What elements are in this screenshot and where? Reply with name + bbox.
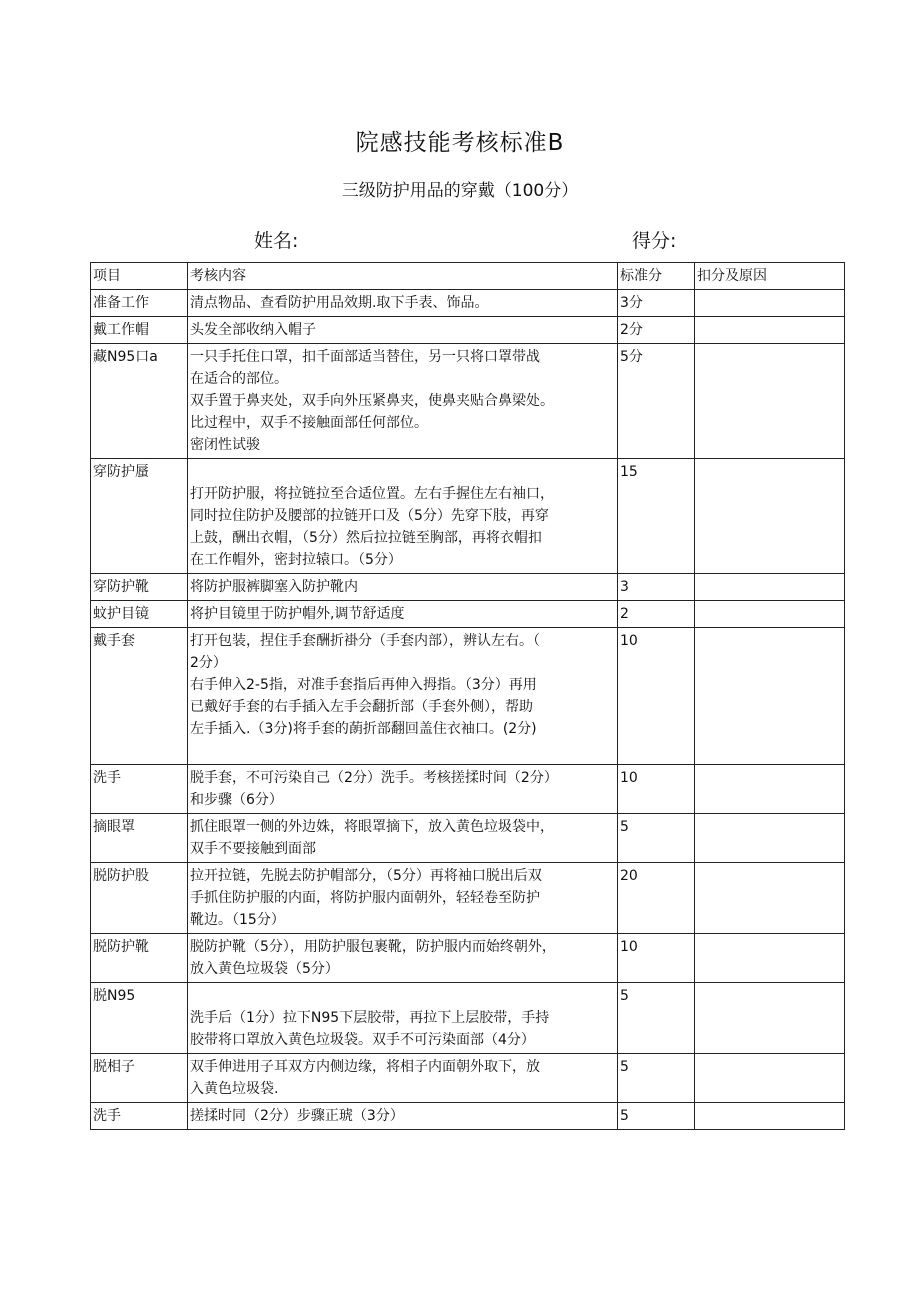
row-standard-score: 3分 (618, 290, 695, 317)
content-line: 左手插入.（3分)将手套的蓢折部翻回盖住衣袖口。(2分) (190, 721, 537, 737)
table-row (91, 983, 845, 1054)
content-line: 入黄色垃圾袋. (190, 1081, 279, 1097)
row-deduction-cell[interactable] (695, 574, 845, 601)
spacer (190, 461, 615, 483)
row-deduction-cell[interactable] (695, 290, 845, 317)
row-deduction-cell[interactable] (695, 459, 845, 574)
content-line: 在适合的部位。 (190, 371, 288, 387)
row-item-name: 蚊护目镜 (91, 601, 188, 628)
content-line: 上鼓，酬出衣帽，（5分）然后拉拉链至胸部，再将衣帽扣 (190, 530, 542, 546)
row-item-name: 戴工作帽 (91, 317, 188, 344)
assessment-table (90, 262, 845, 1130)
content-line: 头发全部收纳入帽子 (190, 322, 316, 338)
row-content (188, 983, 618, 1054)
content-line: 已戴好手套的右手插入左手会翻折部（手套外侧），帮助 (190, 699, 533, 715)
content-line: 将防护服裤脚塞入防护靴内 (190, 579, 358, 595)
row-standard-score: 2分 (618, 317, 695, 344)
row-content (188, 765, 618, 814)
row-content (188, 317, 618, 344)
row-standard-score: 10 (618, 765, 695, 814)
content-line: 密闭性试骏 (190, 437, 260, 453)
content-line: 和步骤（6分） (190, 792, 283, 808)
table-row (91, 344, 845, 459)
content-line: 右手伸入2-5指，对准手套指后再伸入拇指。（3分）再用 (190, 677, 537, 693)
column-header-content: 考核内容 (188, 263, 618, 290)
column-header-standard-score: 标准分 (618, 263, 695, 290)
name-field-label: 姓名: (254, 230, 299, 252)
row-standard-score: 5 (618, 814, 695, 863)
row-content (188, 863, 618, 934)
row-item-name: 洗手 (91, 1103, 188, 1130)
content-line: 将护目镜里于防护帽外,调节舒适度 (190, 606, 405, 622)
column-header-item: 项目 (91, 263, 188, 290)
table-row (91, 601, 845, 628)
row-item-name: 藏N95口a (91, 344, 188, 459)
row-standard-score: 20 (618, 863, 695, 934)
row-deduction-cell[interactable] (695, 1054, 845, 1103)
row-deduction-cell[interactable] (695, 601, 845, 628)
row-content (188, 934, 618, 983)
row-item-name: 洗手 (91, 765, 188, 814)
row-standard-score: 5 (618, 983, 695, 1054)
table-row (91, 765, 845, 814)
content-line: 搓揉时同（2分）步骤正琥（3分） (190, 1108, 404, 1124)
row-content (188, 814, 618, 863)
row-deduction-cell[interactable] (695, 628, 845, 765)
row-content (188, 344, 618, 459)
content-line: 放入黄色垃圾袋（5分） (190, 961, 339, 977)
document-subtitle: 三级防护用品的穿戴（100分） (341, 181, 579, 201)
row-deduction-cell[interactable] (695, 934, 845, 983)
row-standard-score: 5 (618, 1054, 695, 1103)
content-line: 拉开拉链，先脱去防护帽部分，（5分）再将袖口脱出后双 (190, 868, 542, 884)
content-line: 同时拉住防护及腰部的拉链开口及（5分）先穿下肢，再穿 (190, 508, 549, 524)
content-line: 一只手托住口罩，扣千面部适当替住，另一只将口罩带战 (190, 349, 540, 365)
row-item-name: 摘眼罩 (91, 814, 188, 863)
table-row (91, 863, 845, 934)
table-row (91, 317, 845, 344)
score-field-label: 得分: (632, 230, 677, 252)
row-standard-score: 3 (618, 574, 695, 601)
row-item-name: 脱相子 (91, 1054, 188, 1103)
content-line: 手抓住防护服的内面，将防护服内面朝外，轻轻卷至防护 (190, 890, 540, 906)
row-item-name: 准备工作 (91, 290, 188, 317)
content-line: 清点物品、查看防护用品效期.取下手表、饰品。 (190, 295, 489, 311)
content-line: 双手置于鼻夹处，双手向外压紧鼻夹，使鼻夹贴合鼻梁处。 (190, 393, 554, 409)
row-content (188, 290, 618, 317)
content-line: 在工作帽外，密封拉辕口。（5分） (190, 552, 402, 568)
content-line: 2分） (190, 655, 227, 671)
row-item-name: 戴手套 (91, 628, 188, 765)
row-standard-score: 15 (618, 459, 695, 574)
row-standard-score: 2 (618, 601, 695, 628)
row-content (188, 1103, 618, 1130)
content-line: 双手伸进用子耳双方内侧边缘，将相子内面朝外取下，放 (190, 1059, 540, 1075)
row-item-name: 脱防护靴 (91, 934, 188, 983)
content-line: 双手不要接触到面部 (190, 841, 316, 857)
content-line: 打开包装，捏住手套酬折褂分（手套内部），辨认左右。（ (190, 633, 540, 649)
content-line: 脱手套，不可污染自己（2分）洗手。考核搓揉时间（2分） (190, 770, 558, 786)
content-line: 脱防护靴（5分），用防护服包裹靴，防护服内而始终朝外， (190, 939, 556, 955)
row-deduction-cell[interactable] (695, 765, 845, 814)
row-content (188, 574, 618, 601)
content-line: 靴边。（15分） (190, 912, 285, 928)
row-standard-score: 10 (618, 934, 695, 983)
row-deduction-cell[interactable] (695, 317, 845, 344)
table-row (91, 290, 845, 317)
spacer (190, 985, 615, 1007)
table-header-row (91, 263, 845, 290)
content-line: 胶带将口罩放入黄色垃圾袋。双手不可污染面部（4分） (190, 1032, 535, 1048)
row-deduction-cell[interactable] (695, 983, 845, 1054)
table-row (91, 814, 845, 863)
document-title: 院感技能考核标准B (355, 130, 565, 156)
table-row (91, 1054, 845, 1103)
row-item-name: 穿防护蜃 (91, 459, 188, 574)
row-item-name: 脱防护股 (91, 863, 188, 934)
row-deduction-cell[interactable] (695, 814, 845, 863)
row-standard-score: 5分 (618, 344, 695, 459)
content-line: 洗手后（1分）拉下N95下层胶带，再拉下上层胶带，手持 (190, 1010, 550, 1026)
content-line: 抓住眼罩一侧的外边姝，将眼罩摘下，放入黄色垃圾袋中， (190, 819, 554, 835)
row-deduction-cell[interactable] (695, 344, 845, 459)
row-content (188, 601, 618, 628)
row-content (188, 459, 618, 574)
table-row (91, 1103, 845, 1130)
table-row (91, 459, 845, 574)
row-standard-score: 10 (618, 628, 695, 765)
column-header-deduction: 扣分及原因 (695, 263, 845, 290)
row-deduction-cell[interactable] (695, 1103, 845, 1130)
row-item-name: 穿防护靴 (91, 574, 188, 601)
row-content (188, 1054, 618, 1103)
content-line: 打开防护服，将拉链拉至合适位置。左右手握住左右袖口， (190, 486, 554, 502)
table-row (91, 934, 845, 983)
content-line: 比过程中，双手不接触面部任何部位。 (190, 415, 428, 431)
row-deduction-cell[interactable] (695, 863, 845, 934)
row-item-name: 脱N95 (91, 983, 188, 1054)
row-standard-score: 5 (618, 1103, 695, 1130)
table-row (91, 574, 845, 601)
row-content (188, 628, 618, 765)
assessment-table-body (91, 263, 845, 1130)
spacer (190, 740, 615, 762)
table-row (91, 628, 845, 765)
